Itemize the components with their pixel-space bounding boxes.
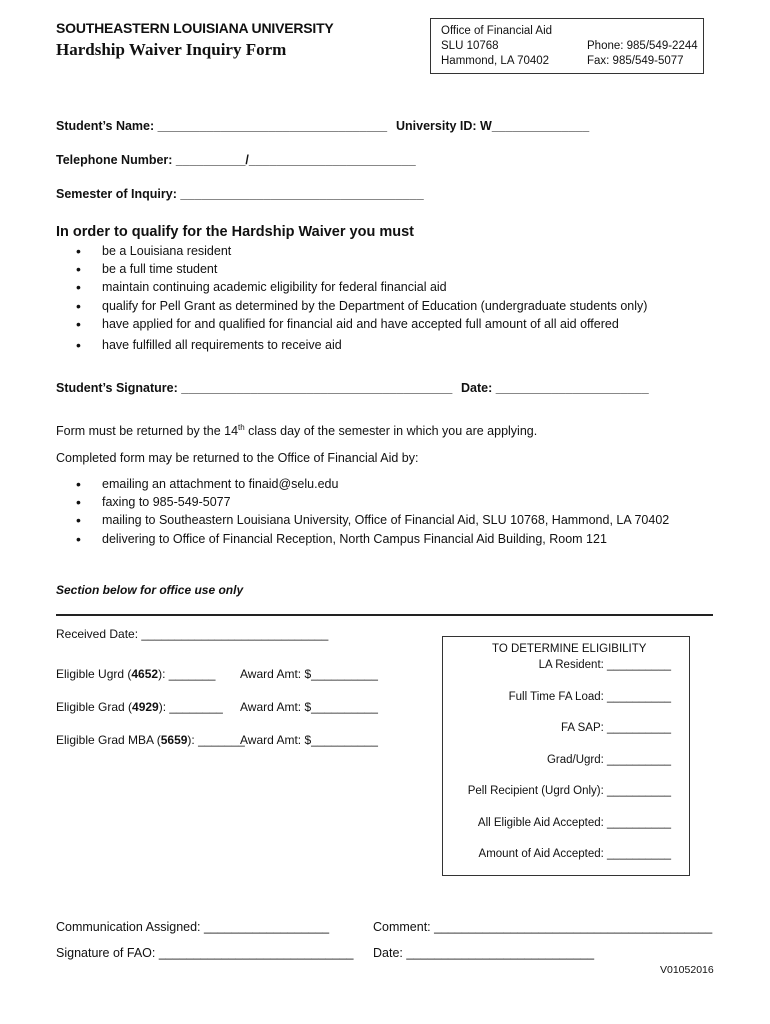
university-id-field[interactable]: University ID: W______________ xyxy=(396,119,590,133)
list-item: • be a Louisiana resident xyxy=(56,242,647,260)
fa-sap-field[interactable]: FA SAP: __________ xyxy=(561,722,671,734)
requirements-list xyxy=(56,242,647,354)
fao-date-field[interactable]: Date: ___________________________ xyxy=(373,946,595,960)
award-amount-grad-field[interactable]: Award Amt: $__________ xyxy=(240,700,378,714)
list-item: • faxing to 985-549-5077 xyxy=(56,493,669,511)
student-signature-field[interactable]: Student’s Signature: _______________________________________ xyxy=(56,381,453,395)
form-title: Hardship Waiver Inquiry Form xyxy=(56,40,287,59)
contact-fax: Fax: 985/549-5077 xyxy=(587,55,684,67)
office-use-label: Section below for office use only xyxy=(56,583,244,597)
all-eligible-aid-field[interactable]: All Eligible Aid Accepted: __________ xyxy=(477,817,671,829)
return-methods-intro: Completed form may be returned to the Office of Financial Aid by: xyxy=(56,451,419,465)
fao-signature-field[interactable]: Signature of FAO: ____________________________ xyxy=(56,946,354,960)
eligible-grad-field[interactable]: Eligible Grad (4929): ________ xyxy=(56,700,223,714)
semester-field[interactable]: Semester of Inquiry: ___________________________________ xyxy=(56,187,424,201)
section-divider xyxy=(56,614,713,616)
contact-office: Office of Financial Aid xyxy=(441,25,553,37)
list-item: • qualify for Pell Grant as determined by the Department of Education (undergraduate students only) xyxy=(56,297,647,315)
eligibility-box xyxy=(442,636,690,876)
form-version: V01052016 xyxy=(660,964,714,976)
award-amount-mba-field[interactable]: Award Amt: $__________ xyxy=(240,733,378,747)
amount-aid-accepted-field[interactable]: Amount of Aid Accepted: __________ xyxy=(478,848,671,860)
eligible-ugrd-field[interactable]: Eligible Ugrd (4652): _______ xyxy=(56,667,216,681)
award-amount-ugrd-field[interactable]: Award Amt: $__________ xyxy=(240,667,378,681)
contact-phone: Phone: 985/549-2244 xyxy=(587,40,698,52)
list-item: • mailing to Southeastern Louisiana University, Office of Financial Aid, SLU 10768, Hammond, LA 70402 xyxy=(56,511,669,529)
university-name: SOUTHEASTERN LOUISIANA UNIVERSITY xyxy=(56,20,334,36)
student-name-field[interactable]: Student’s Name: _________________________________ xyxy=(56,119,388,133)
contact-city: Hammond, LA 70402 xyxy=(441,55,550,67)
telephone-field[interactable]: Telephone Number: __________/________________________ xyxy=(56,153,416,167)
communication-assigned-field[interactable]: Communication Assigned: __________________ xyxy=(56,920,330,934)
signature-date-field[interactable]: Date: ______________________ xyxy=(461,381,649,395)
full-time-fa-load-field[interactable]: Full Time FA Load: __________ xyxy=(508,691,671,703)
return-methods-list xyxy=(56,475,669,548)
list-item: • have fulfilled all requirements to receive aid xyxy=(56,336,647,354)
list-item: • have applied for and qualified for financial aid and have accepted full amount of all aid offered xyxy=(56,315,647,333)
contact-slu: SLU 10768 xyxy=(441,40,499,52)
la-resident-field[interactable]: LA Resident: __________ xyxy=(538,659,671,671)
list-item: • delivering to Office of Financial Reception, North Campus Financial Aid Building, Room 121 xyxy=(56,530,669,548)
requirements-heading: In order to qualify for the Hardship Waiver you must xyxy=(56,224,414,240)
list-item: • emailing an attachment to finaid@selu.edu xyxy=(56,475,669,493)
grad-ugrd-field[interactable]: Grad/Ugrd: __________ xyxy=(546,754,671,766)
eligibility-title: TO DETERMINE ELIGIBILITY xyxy=(492,643,647,655)
list-item: • be a full time student xyxy=(56,260,647,278)
deadline-text: Form must be returned by the 14th class day of the semester in which you are applying. xyxy=(56,422,538,438)
pell-recipient-field[interactable]: Pell Recipient (Ugrd Only): __________ xyxy=(467,785,671,797)
list-item: • maintain continuing academic eligibility for federal financial aid xyxy=(56,278,647,296)
eligible-grad-mba-field[interactable]: Eligible Grad MBA (5659): _______ xyxy=(56,733,245,747)
contact-box xyxy=(430,18,704,74)
received-date-field[interactable]: Received Date: ____________________________ xyxy=(56,627,329,641)
comment-field[interactable]: Comment: ________________________________________ xyxy=(373,920,713,934)
